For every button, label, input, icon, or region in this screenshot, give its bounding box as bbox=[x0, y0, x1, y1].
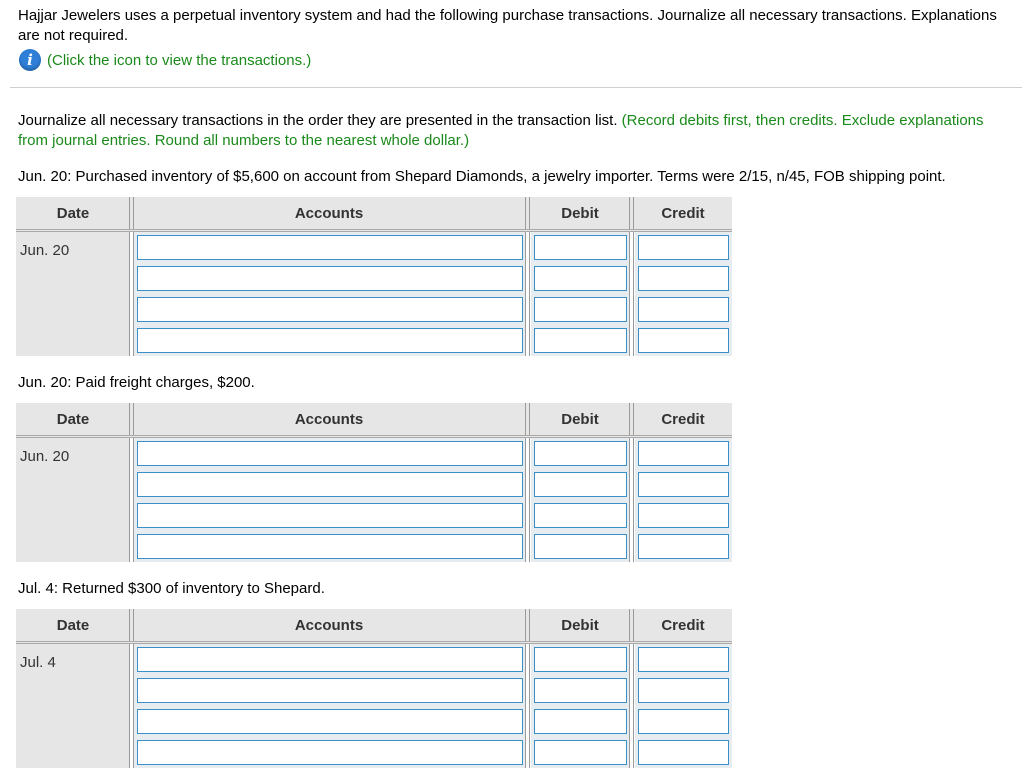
journal-body bbox=[16, 438, 732, 562]
debit-column bbox=[531, 232, 630, 356]
column-separator bbox=[129, 232, 134, 356]
header-date: Date bbox=[56, 205, 90, 222]
account-input[interactable] bbox=[137, 297, 523, 322]
journal-header bbox=[16, 609, 732, 644]
account-input[interactable] bbox=[137, 709, 523, 734]
debit-input[interactable] bbox=[534, 740, 627, 765]
instructions-note: (Record debits first, then credits. Exclude explanations from journal entries. Round all numbers to the nearest whole dollar.) bbox=[18, 112, 984, 149]
column-separator bbox=[629, 609, 634, 641]
header-debit: Debit bbox=[561, 205, 599, 222]
header-debit: Debit bbox=[561, 411, 599, 428]
column-separator bbox=[525, 609, 530, 641]
column-separator bbox=[525, 403, 530, 435]
column-separator bbox=[525, 197, 530, 229]
account-input[interactable] bbox=[137, 740, 523, 765]
account-input[interactable] bbox=[137, 678, 523, 703]
column-separator bbox=[629, 644, 634, 768]
account-input[interactable] bbox=[137, 647, 523, 672]
credit-input[interactable] bbox=[638, 266, 729, 291]
credit-input[interactable] bbox=[638, 678, 729, 703]
entry-prompt: Jun. 20: Paid freight charges, $200. bbox=[18, 374, 255, 391]
column-separator bbox=[525, 644, 530, 768]
date-cell bbox=[16, 232, 130, 356]
credit-input[interactable] bbox=[638, 235, 729, 260]
credit-input[interactable] bbox=[638, 328, 729, 353]
accounts-column bbox=[134, 438, 526, 562]
debit-input[interactable] bbox=[534, 266, 627, 291]
header-credit: Credit bbox=[661, 411, 705, 428]
account-input[interactable] bbox=[137, 235, 523, 260]
date-cell bbox=[16, 644, 130, 768]
column-separator bbox=[629, 232, 634, 356]
header-accounts: Accounts bbox=[294, 617, 364, 634]
column-separator bbox=[129, 197, 134, 229]
debit-input[interactable] bbox=[534, 503, 627, 528]
account-input[interactable] bbox=[137, 328, 523, 353]
accounts-column bbox=[134, 644, 526, 768]
credit-column bbox=[635, 438, 732, 562]
journal-header bbox=[16, 197, 732, 232]
column-separator bbox=[129, 438, 134, 562]
header-credit: Credit bbox=[661, 205, 705, 222]
debit-input[interactable] bbox=[534, 647, 627, 672]
account-input[interactable] bbox=[137, 441, 523, 466]
journal-body bbox=[16, 232, 732, 356]
column-separator bbox=[129, 403, 134, 435]
entry-date: Jun. 20 bbox=[20, 242, 70, 259]
divider bbox=[10, 87, 1022, 88]
column-separator bbox=[629, 438, 634, 562]
account-input[interactable] bbox=[137, 266, 523, 291]
credit-input[interactable] bbox=[638, 472, 729, 497]
journal-body bbox=[16, 644, 732, 768]
credit-input[interactable] bbox=[638, 709, 729, 734]
credit-input[interactable] bbox=[638, 441, 729, 466]
header-date: Date bbox=[56, 411, 90, 428]
debit-input[interactable] bbox=[534, 709, 627, 734]
debit-column bbox=[531, 644, 630, 768]
debit-input[interactable] bbox=[534, 678, 627, 703]
debit-input[interactable] bbox=[534, 297, 627, 322]
instructions bbox=[18, 111, 1008, 151]
header-accounts: Accounts bbox=[294, 411, 364, 428]
view-transactions-link[interactable]: (Click the icon to view the transactions.) bbox=[47, 51, 312, 69]
debit-input[interactable] bbox=[534, 472, 627, 497]
debit-input[interactable] bbox=[534, 534, 627, 559]
journal-table bbox=[16, 197, 732, 356]
debit-input[interactable] bbox=[534, 328, 627, 353]
header-debit: Debit bbox=[561, 617, 599, 634]
credit-input[interactable] bbox=[638, 534, 729, 559]
credit-input[interactable] bbox=[638, 647, 729, 672]
header-accounts: Accounts bbox=[294, 205, 364, 222]
info-row[interactable] bbox=[19, 49, 311, 71]
credit-input[interactable] bbox=[638, 740, 729, 765]
column-separator bbox=[525, 438, 530, 562]
header-date: Date bbox=[56, 617, 90, 634]
entry-prompt: Jun. 20: Purchased inventory of $5,600 on account from Shepard Diamonds, a jewelry importer. Terms were 2/15, n/45, FOB shipping point. bbox=[18, 168, 946, 185]
account-input[interactable] bbox=[137, 534, 523, 559]
entry-date: Jul. 4 bbox=[20, 654, 56, 671]
credit-column bbox=[635, 232, 732, 356]
journal-table bbox=[16, 609, 732, 768]
entry-date: Jun. 20 bbox=[20, 448, 70, 465]
journal-header bbox=[16, 403, 732, 438]
entry-prompt: Jul. 4: Returned $300 of inventory to Shepard. bbox=[18, 580, 325, 597]
problem-intro: Hajjar Jewelers uses a perpetual inventory system and had the following purchase transactions. Journalize all necessary transactions. Explanations are not required. bbox=[18, 7, 997, 44]
credit-input[interactable] bbox=[638, 297, 729, 322]
credit-input[interactable] bbox=[638, 503, 729, 528]
column-separator bbox=[525, 232, 530, 356]
info-icon[interactable]: i bbox=[19, 49, 41, 71]
debit-input[interactable] bbox=[534, 235, 627, 260]
date-cell bbox=[16, 438, 130, 562]
column-separator bbox=[129, 644, 134, 768]
column-separator bbox=[629, 197, 634, 229]
journal-table bbox=[16, 403, 732, 562]
instructions-text: Journalize all necessary transactions in the order they are presented in the transaction list. bbox=[18, 112, 618, 129]
credit-column bbox=[635, 644, 732, 768]
debit-column bbox=[531, 438, 630, 562]
column-separator bbox=[129, 609, 134, 641]
accounts-column bbox=[134, 232, 526, 356]
account-input[interactable] bbox=[137, 503, 523, 528]
account-input[interactable] bbox=[137, 472, 523, 497]
debit-input[interactable] bbox=[534, 441, 627, 466]
column-separator bbox=[629, 403, 634, 435]
header-credit: Credit bbox=[661, 617, 705, 634]
